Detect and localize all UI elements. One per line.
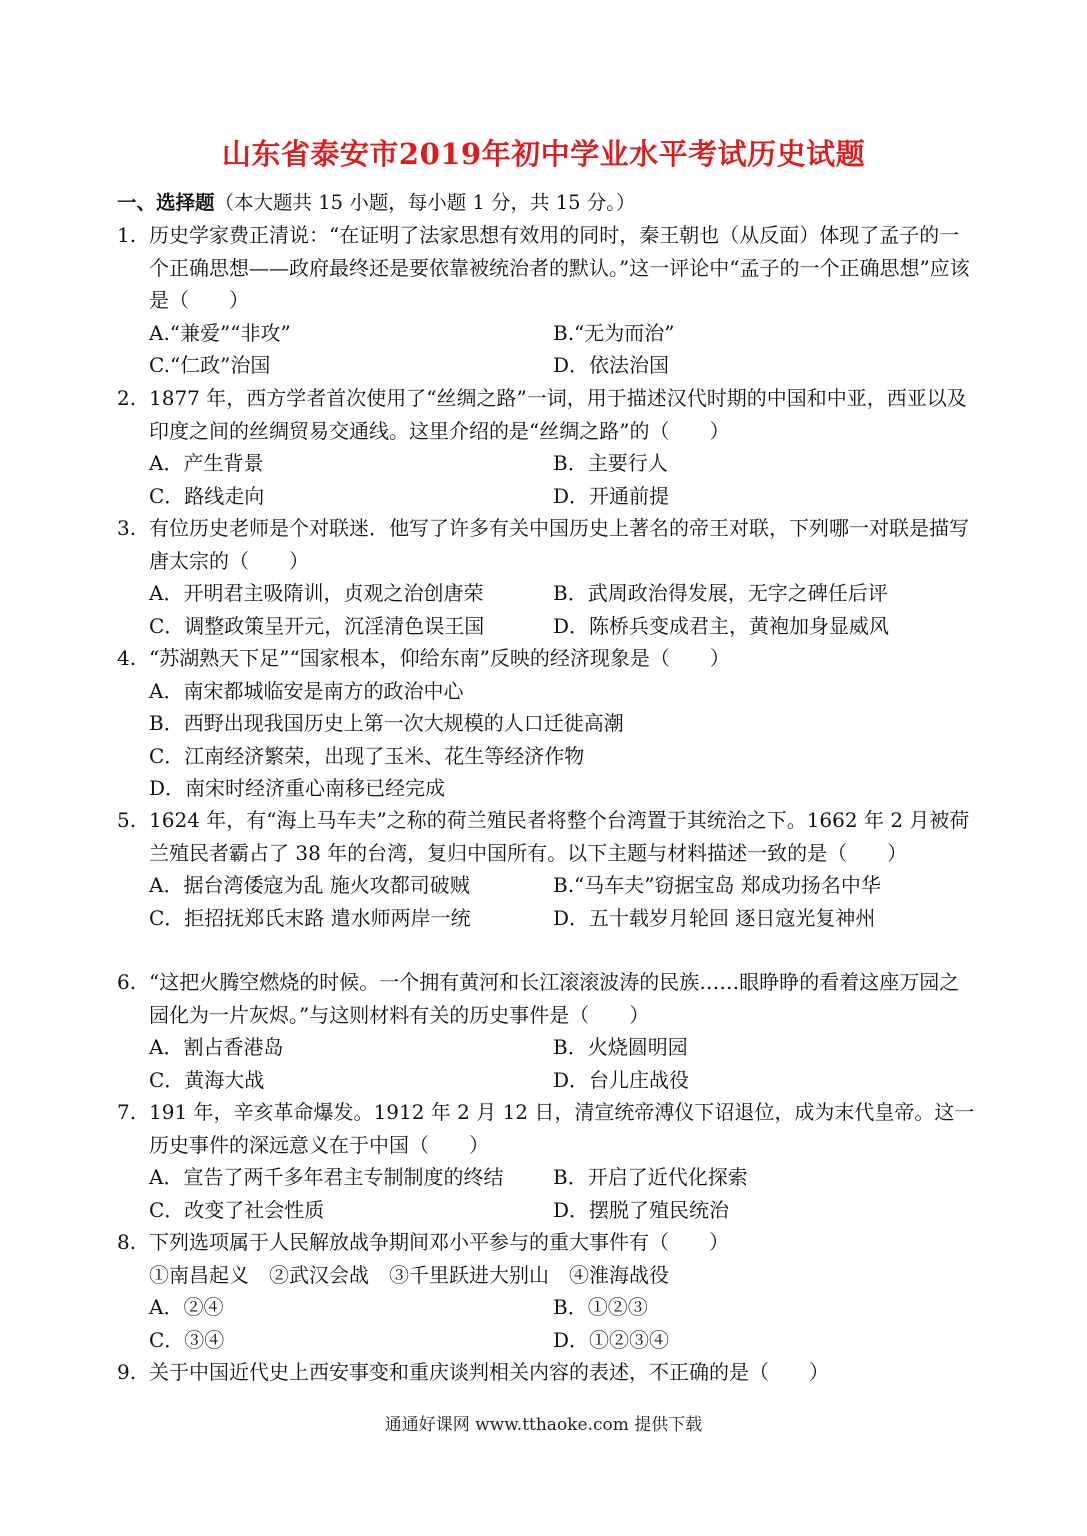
question-4 (117, 642, 977, 805)
option-c: C．黄海大战 (149, 1067, 265, 1092)
question-stem: “这把火腾空燃烧的时候。一个拥有黄河和长江滚滚波涛的民族……眼睁睁的看着这座万园之园化为一片灰烬。”与这则材料有关的历史事件是（ ） (149, 970, 960, 1027)
question-stem: 有位历史老师是个对联迷．他写了许多有关中国历史上著名的帝王对联，下列哪一对联是描写唐太宗的（ ） (149, 516, 969, 573)
option-a: A．开明君主吸隋训，贞观之治创唐荣 (149, 581, 484, 606)
section-note: （本大题共 15 小题，每小题 1 分，共 15 分。） (214, 191, 636, 214)
option-d: D．南宋时经济重心南移已经完成 (149, 776, 446, 801)
question-options (149, 317, 977, 382)
option-b: B.“马车夫”窃据宝岛 郑成功扬名中华 (553, 873, 881, 898)
option-b: B．西野出现我国历史上第一次大规模的人口迁徙高潮 (149, 711, 624, 736)
option-a: A．产生背景 (149, 451, 264, 476)
question-stem: 1877 年，西方学者首次使用了“丝绸之路”一词，用于描述汉代时期的中国和中亚，西亚以及印度之间的丝绸贸易交通线。这里介绍的是“丝绸之路”的（ ） (149, 386, 967, 443)
question-1 (117, 219, 977, 382)
option-d: D．①②③④ (553, 1327, 670, 1352)
option-b: B.“无为而治” (553, 320, 675, 345)
page-title: 山东省泰安市2019年初中学业水平考试历史试题 (221, 137, 866, 171)
question-stem: 191 年，辛亥革命爆发。1912 年 2 月 12 日，清宣统帝溥仪下诏退位，成为末代皇帝。这一历史事件的深远意义在于中国（ ） (149, 1100, 975, 1157)
option-a: A．据台湾倭寇为乱 施火攻都司破贼 (149, 873, 470, 898)
question-stem: “苏湖熟天下足”“国家根本，仰给东南”反映的经济现象是（ ） (149, 646, 730, 670)
option-b: B．火烧圆明园 (553, 1035, 688, 1060)
option-d: D．开通前提 (553, 483, 670, 508)
option-c: C．③④ (149, 1327, 225, 1352)
question-5 (117, 804, 977, 934)
option-d: D．摆脱了殖民统治 (553, 1197, 730, 1222)
option-c: C．改变了社会性质 (149, 1197, 325, 1222)
option-d: D．台儿庄战役 (553, 1067, 690, 1092)
question-number: 3. (117, 516, 137, 540)
question-stem: 下列选项属于人民解放战争期间邓小平参与的重大事件有（ ） (149, 1230, 729, 1254)
question-options (149, 869, 977, 934)
question-8 (117, 1226, 977, 1356)
question-options (149, 447, 977, 512)
question-choices-list: ①南昌起义 ②武汉会战 ③千里跃进大别山 ④淮海战役 (149, 1262, 669, 1287)
option-a: A.“兼爱”“非攻” (149, 320, 291, 345)
option-c: C.“仁政”治国 (149, 353, 271, 378)
question-number: 7. (117, 1100, 137, 1124)
question-number: 9. (117, 1360, 137, 1384)
question-number: 4. (117, 646, 137, 670)
option-c: C．路线走向 (149, 483, 265, 508)
question-number: 6. (117, 970, 137, 994)
question-2 (117, 382, 977, 512)
option-c: C．调整政策呈开元，沉淫清色误王国 (149, 613, 485, 638)
question-options (149, 1161, 977, 1226)
question-options (149, 577, 977, 642)
question-stem: 历史学家费正清说：“在证明了法家思想有效用的同时，秦王朝也（从反面）体现了孟子的一个正确思想——政府最终还是要依靠被统治者的默认。”这一评论中“孟子的一个正确思想”应该是（ ） (149, 223, 970, 313)
question-number: 8. (117, 1230, 137, 1254)
option-b: B．①②③ (553, 1295, 648, 1320)
question-9 (117, 1356, 977, 1389)
question-options (149, 1031, 977, 1096)
option-d: D．陈桥兵变成君主，黄袍加身显威风 (553, 613, 890, 638)
option-b: B．开启了近代化探索 (553, 1165, 748, 1190)
question-stem: 关于中国近代史上西安事变和重庆谈判相关内容的表述，不正确的是（ ） (149, 1360, 829, 1384)
question-number: 1. (117, 223, 137, 247)
question-3 (117, 512, 977, 642)
option-d: D．依法治国 (553, 353, 670, 378)
option-a: A．割占香港岛 (149, 1035, 284, 1060)
section-label: 一、选择题 (117, 191, 215, 214)
option-a: A．宣告了两千多年君主专制制度的终结 (149, 1165, 504, 1190)
option-b: B．武周政治得发展，无字之碑任后评 (553, 581, 888, 606)
question-options (149, 1259, 977, 1357)
option-a: A．②④ (149, 1295, 224, 1320)
option-d: D．五十载岁月轮回 逐日寇光复神州 (553, 905, 876, 930)
option-c: C．江南经济繁荣，出现了玉米、花生等经济作物 (149, 743, 585, 768)
section-heading (117, 187, 636, 215)
question-6 (117, 966, 977, 1096)
page-footer: 通通好课网 www.tthaoke.com 提供下载 (384, 1415, 703, 1435)
question-stem: 1624 年，有“海上马车夫”之称的荷兰殖民者将整个台湾置于其统治之下。1662 年 2 月被荷兰殖民者霸占了 38 年的台湾，复归中国所有。以下主题与材料描述一致的是（ ） (149, 808, 970, 865)
option-c: C．拒招抚郑氏末路 遣水师两岸一统 (149, 905, 471, 930)
question-number: 5. (117, 808, 137, 832)
option-a: A．南宋都城临安是南方的政治中心 (149, 678, 464, 703)
option-b: B．主要行人 (553, 451, 668, 476)
question-options (149, 675, 977, 805)
question-number: 2. (117, 386, 137, 410)
question-7 (117, 1096, 977, 1226)
